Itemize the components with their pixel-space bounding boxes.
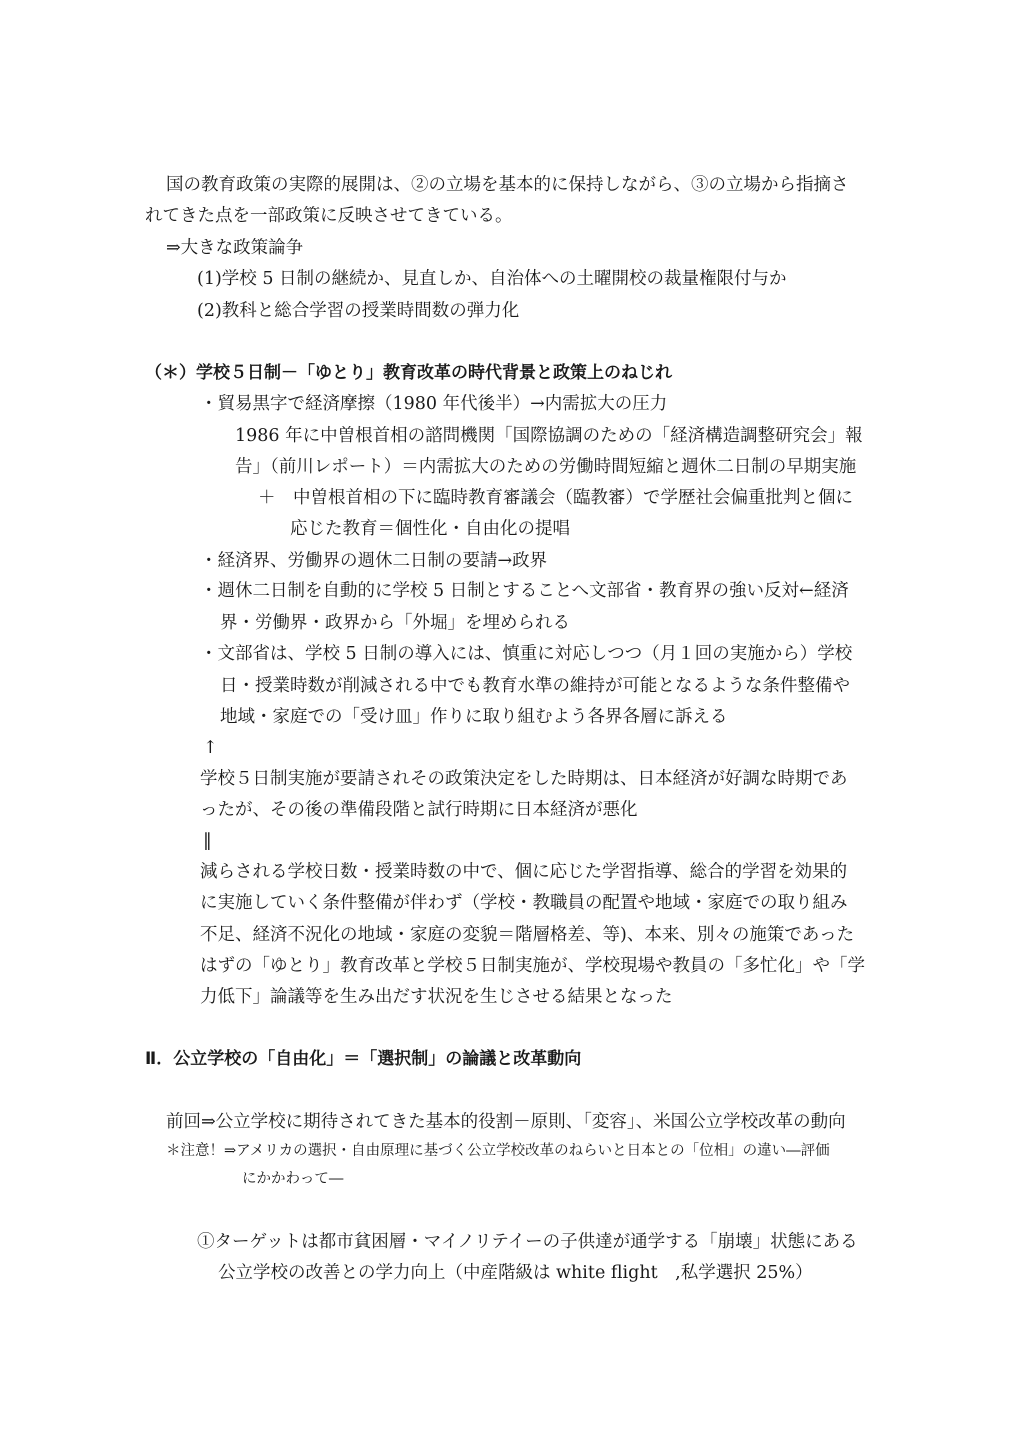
- section-heading: Ⅱ．公立学校の「自由化」＝「選択制」の論議と改革動向: [145, 1049, 582, 1069]
- text-line: 減らされる学校日数・授業時数の中で、個に応じた学習指導、総合的学習を効果的: [200, 862, 848, 882]
- note-line: ＊注意！⇒アメリカの選択・自由原理に基づく公立学校改革のねらいと日本との「位相」の違い―評価: [166, 1143, 830, 1159]
- text-line: (2)教科と総合学習の授業時間数の弾力化: [197, 301, 520, 321]
- text-line: (1)学校 5 日制の継続か、見直しか、自治体への土曜開校の裁量権限付与か: [197, 269, 787, 289]
- text-line: 国の教育政策の実際的展開は、②の立場を基本的に保持しながら、③の立場から指摘さ: [166, 175, 849, 195]
- text-line: 力低下」論議等を生み出だす状況を生じさせる結果となった: [200, 987, 673, 1007]
- text-line: 界・労働界・政界から「外堀」を埋められる: [220, 613, 570, 633]
- note-line: にかかわって―: [242, 1171, 344, 1187]
- text-line: ・貿易黒字で経済摩擦（1980 年代後半）→内需拡大の圧力: [200, 394, 668, 414]
- text-line: 学校５日制実施が要請されその政策決定をした時期は、日本経済が好調な時期であ: [200, 769, 848, 789]
- arrow-symbol: ↑: [203, 738, 218, 758]
- text-line: ったが、その後の準備段階と試行時期に日本経済が悪化: [200, 800, 638, 820]
- text-line: ・文部省は、学校 5 日制の導入には、慎重に対応しつつ（月１回の実施から）学校: [200, 644, 853, 664]
- text-line: ＋ 中曽根首相の下に臨時教育審議会（臨教審）で学歴社会偏重批判と個に: [258, 488, 853, 508]
- text-line: に実施していく条件整備が伴わず（学校・教職員の配置や地域・家庭での取り組み: [200, 893, 848, 913]
- text-line: ⇒大きな政策論争: [166, 238, 304, 258]
- text-line: はずの「ゆとり」教育改革と学校５日制実施が、学校現場や教員の「多忙化」や「学: [200, 956, 865, 976]
- text-line: ①ターゲットは都市貧困層・マイノリテイーの子供達が通学する「崩壊」状態にある: [197, 1232, 858, 1252]
- text-line: ・経済界、労働界の週休二日制の要請→政界: [200, 551, 548, 571]
- section-heading: （＊）学校５日制－「ゆとり」教育改革の時代背景と政策上のねじれ: [145, 363, 672, 383]
- text-line: 前回⇒公立学校に期待されてきた基本的役割－原則、「変容」、米国公立学校改革の動向: [166, 1112, 846, 1132]
- text-line: 不足、経済不況化の地域・家庭の変貌＝階層格差、等)、本来、別々の施策であった: [200, 925, 855, 945]
- equal-symbol: ‖: [203, 831, 212, 851]
- text-line: 日・授業時数が削減される中でも教育水準の維持が可能となるような条件整備や: [220, 676, 850, 696]
- text-line: 地域・家庭での「受け皿」作りに取り組むよう各界各層に訴える: [220, 707, 728, 727]
- text-line: ・週休二日制を自動的に学校 5 日制とすることへ文部省・教育界の強い反対←経済: [200, 581, 849, 601]
- text-line: れてきた点を一部政策に反映させてきている。: [145, 206, 513, 226]
- text-line: 公立学校の改善との学力向上（中産階級は white flight ,私学選択 25%）: [218, 1263, 813, 1283]
- text-line: 1986 年に中曽根首相の諮問機関「国際協調のための「経済構造調整研究会」報: [235, 426, 863, 446]
- text-line: 応じた教育＝個性化・自由化の提唱: [290, 519, 570, 539]
- text-line: 告」（前川レポート）＝内需拡大のための労働時間短縮と週休二日制の早期実施: [235, 457, 857, 477]
